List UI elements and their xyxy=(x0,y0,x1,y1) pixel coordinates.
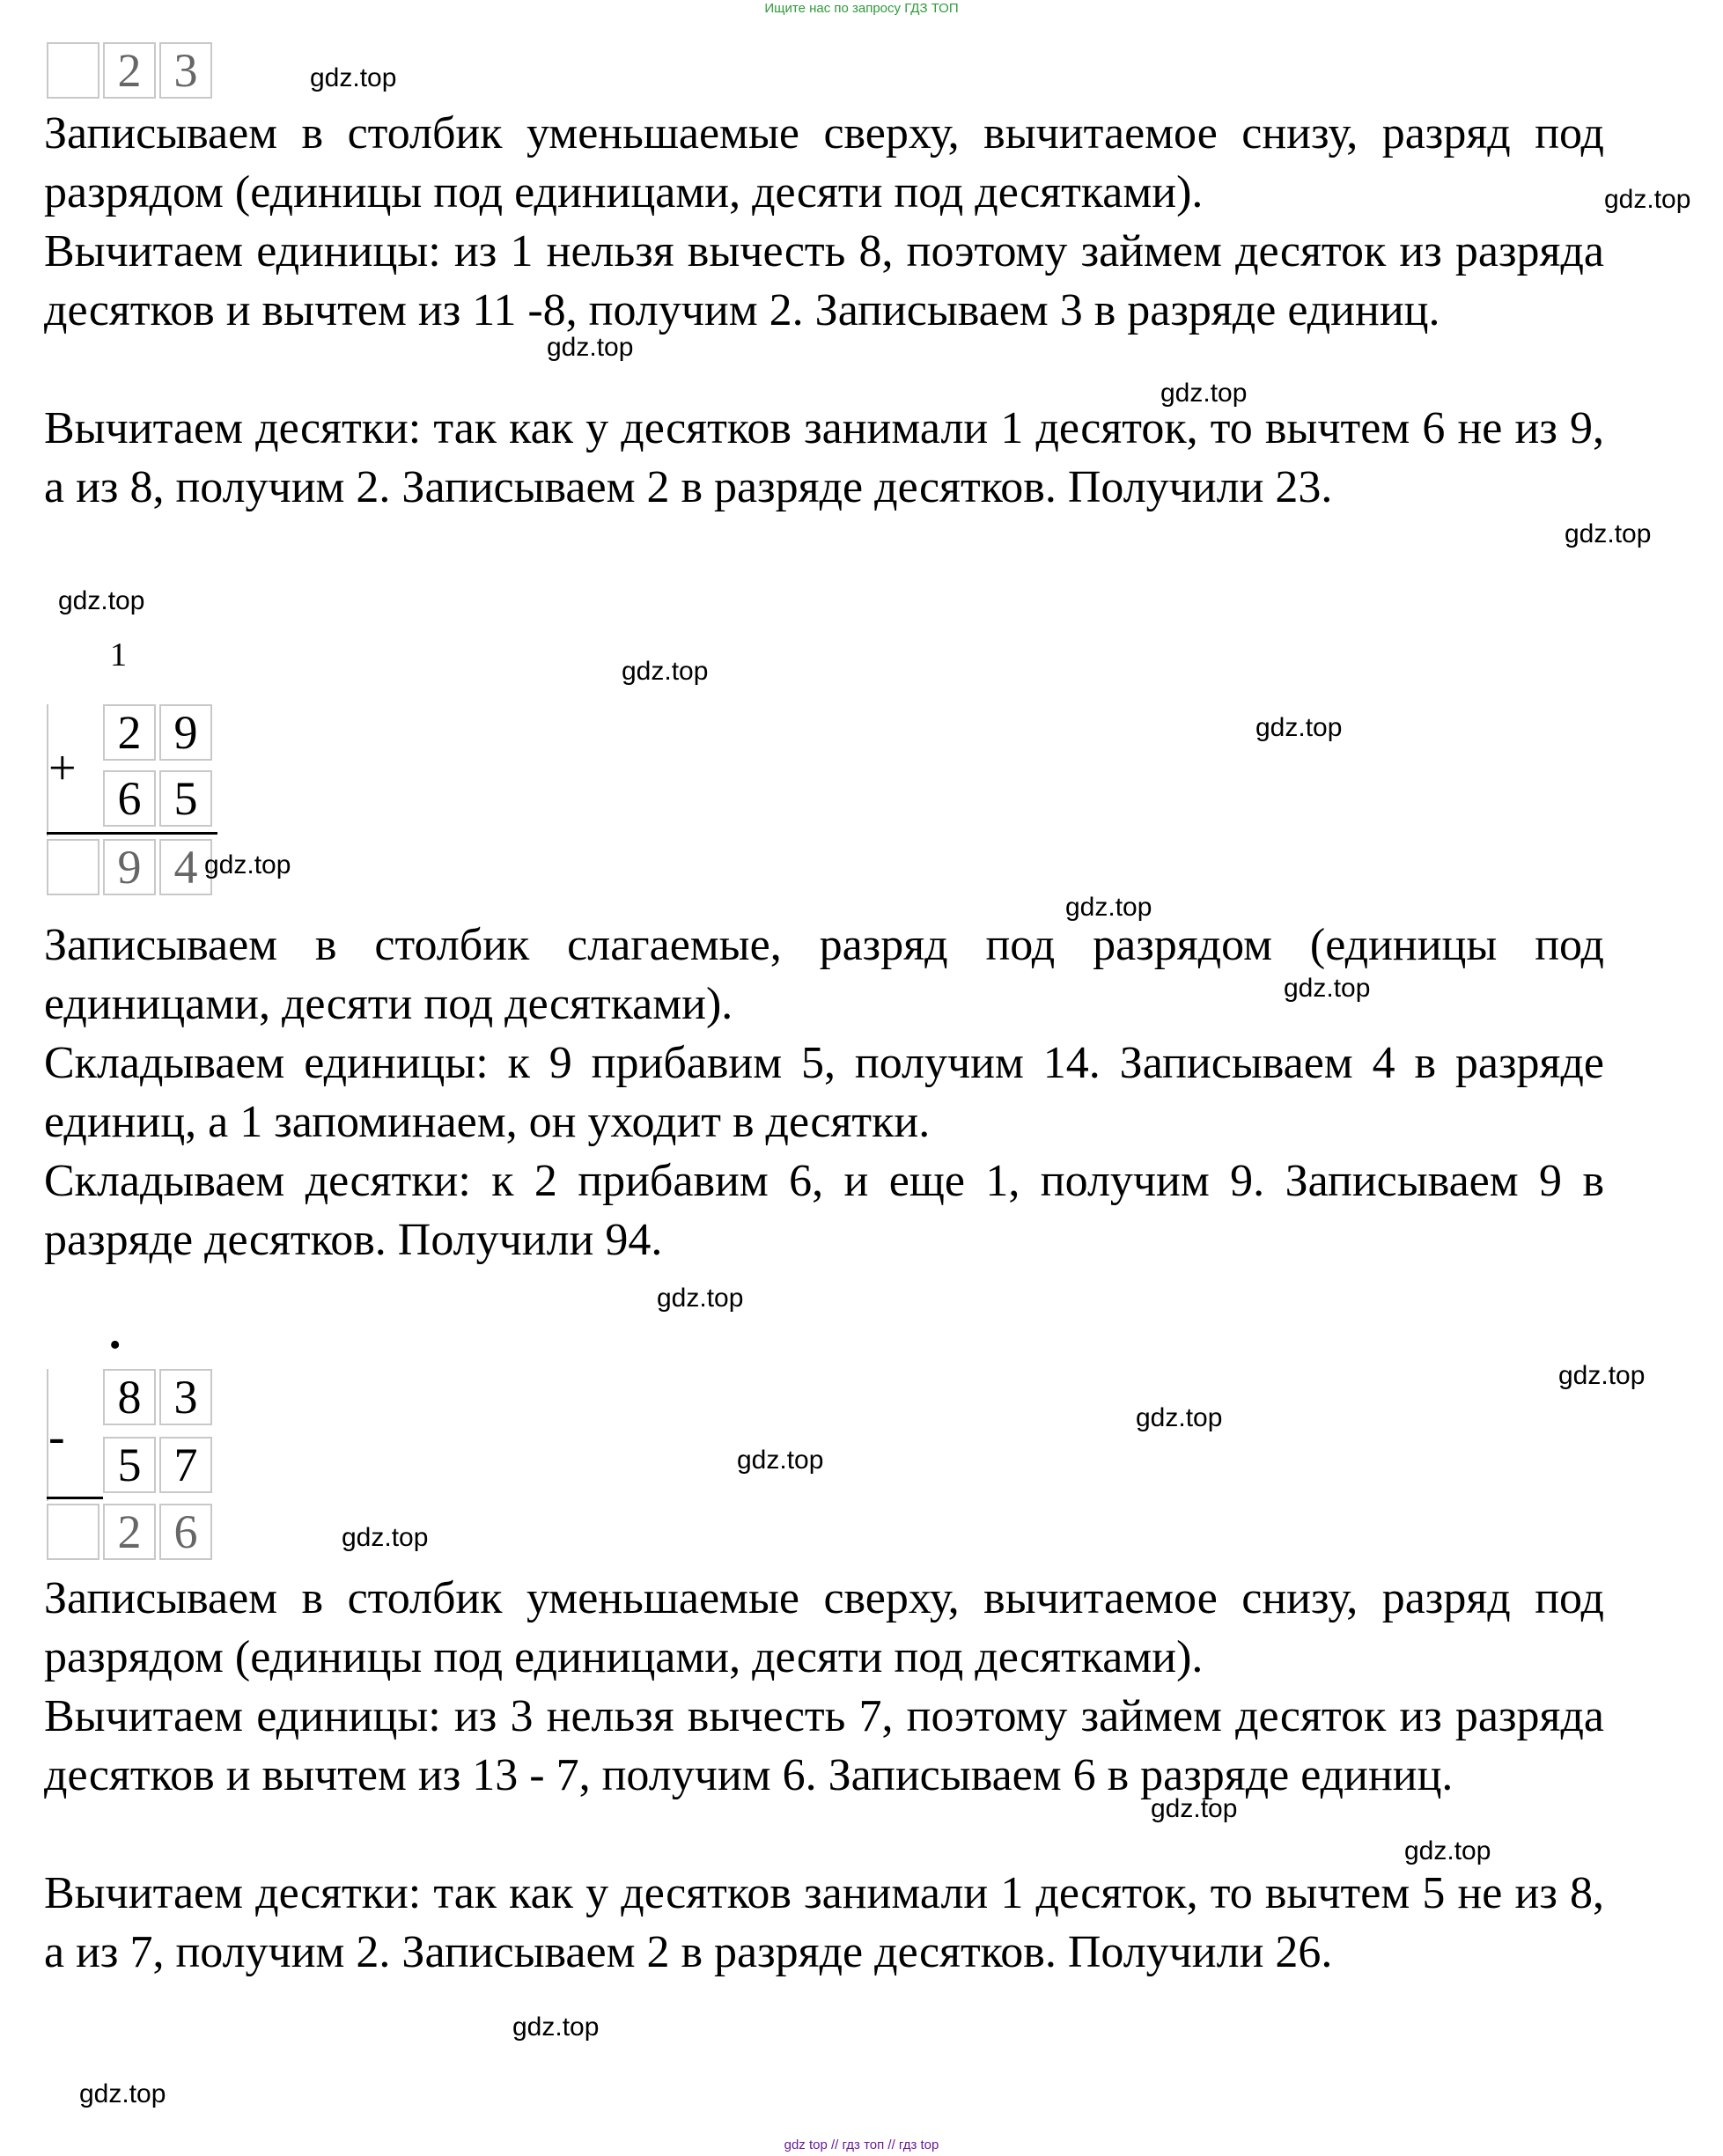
block2-paragraph-1: Записываем в столбик слагаемые, разряд под разрядом (единицы под единицами, десяти под десятками). xyxy=(44,920,1604,1029)
sum-units: 4 xyxy=(159,839,212,895)
watermark: gdz.top xyxy=(204,850,291,879)
addend1-units: 9 xyxy=(159,704,212,761)
watermark: gdz.top xyxy=(1404,1836,1491,1865)
empty-cell xyxy=(47,839,99,895)
empty-cell xyxy=(47,1504,99,1560)
minuend-tens: 8 xyxy=(103,1369,156,1425)
empty-cell xyxy=(47,42,99,99)
subtrahend-tens: 5 xyxy=(103,1437,156,1493)
plus-sign: + xyxy=(48,741,77,796)
watermark: gdz.top xyxy=(1160,379,1248,408)
addend2-units: 5 xyxy=(159,770,212,827)
watermark: gdz.top xyxy=(1136,1403,1223,1432)
watermark: gdz.top xyxy=(622,657,709,686)
block3-paragraph-3: Вычитаем десятки: так как у десятков занимали 1 десяток, то вычтем 5 не из 8, а из 7, получим 2. Записываем 2 в разряде десятков. Получили 26. xyxy=(44,1868,1604,1977)
minuend-units: 3 xyxy=(159,1369,212,1425)
sum-tens: 9 xyxy=(103,839,156,895)
block1-paragraph-1: Записываем в столбик уменьшаемые сверху, вычитаемое снизу, разряд под разрядом (единицы под единицами, десяти под десятками). xyxy=(44,108,1604,217)
carry-digit: 1 xyxy=(110,636,127,673)
watermark: gdz.top xyxy=(1065,893,1152,922)
subtrahend-units: 7 xyxy=(159,1437,212,1493)
watermark: gdz.top xyxy=(310,63,397,92)
block1-paragraph-2: Вычитаем единицы: из 1 нельзя вычесть 8, поэтому займем десяток из разряда десятков и вычтем из 11 -8, получим 2. Записываем 3 в разряде единиц. xyxy=(44,226,1604,335)
difference-tens: 2 xyxy=(103,1504,156,1560)
watermark: gdz.top xyxy=(1558,1361,1646,1390)
result-tens: 2 xyxy=(103,42,156,99)
minus-sign: - xyxy=(48,1409,65,1464)
watermark: gdz.top xyxy=(1604,185,1691,214)
addend1-tens: 2 xyxy=(103,704,156,761)
result-units: 3 xyxy=(159,42,212,99)
watermark: gdz.top xyxy=(1151,1794,1238,1823)
watermark: gdz.top xyxy=(1255,713,1343,742)
addend2-tens: 6 xyxy=(103,770,156,827)
watermark: gdz.top xyxy=(342,1523,429,1552)
watermark: gdz.top xyxy=(1565,519,1652,548)
difference-units: 6 xyxy=(159,1504,212,1560)
block2-paragraph-3: Складываем десятки: к 2 прибавим 6, и еще 1, получим 9. Записываем 9 в разряде десятков. Получили 94. xyxy=(44,1156,1604,1265)
watermark: gdz.top xyxy=(657,1284,744,1313)
block3-paragraph-2: Вычитаем единицы: из 3 нельзя вычесть 7, поэтому займем десяток из разряда десятков и вычтем из 13 - 7, получим 6. Записываем 6 в разряде единиц. xyxy=(44,1691,1604,1800)
watermark: gdz.top xyxy=(512,2013,600,2042)
watermark: gdz.top xyxy=(1284,974,1371,1003)
watermark: gdz.top xyxy=(58,586,145,615)
bottom-banner: gdz top // гдз топ // гдз top xyxy=(784,2138,939,2152)
watermark: gdz.top xyxy=(79,2079,166,2108)
block2-paragraph-2: Складываем единицы: к 9 прибавим 5, получим 14. Записываем 4 в разряде единиц, а 1 запоминаем, он уходит в десятки. xyxy=(44,1038,1604,1147)
sum-line xyxy=(47,832,217,835)
block3-paragraph-1: Записываем в столбик уменьшаемые сверху, вычитаемое снизу, разряд под разрядом (единицы под единицами, десяти под десятками). xyxy=(44,1573,1604,1682)
top-banner: Ищите нас по запросу ГДЗ ТОП xyxy=(764,1,959,16)
borrow-dot: • xyxy=(109,1327,121,1364)
watermark: gdz.top xyxy=(547,333,634,362)
block1-paragraph-3: Вычитаем десятки: так как у десятков занимали 1 десяток, то вычтем 6 не из 9, а из 8, получим 2. Записываем 2 в разряде десятков. Получили 23. xyxy=(44,403,1604,512)
difference-line xyxy=(47,1497,103,1499)
watermark: gdz.top xyxy=(737,1446,824,1475)
